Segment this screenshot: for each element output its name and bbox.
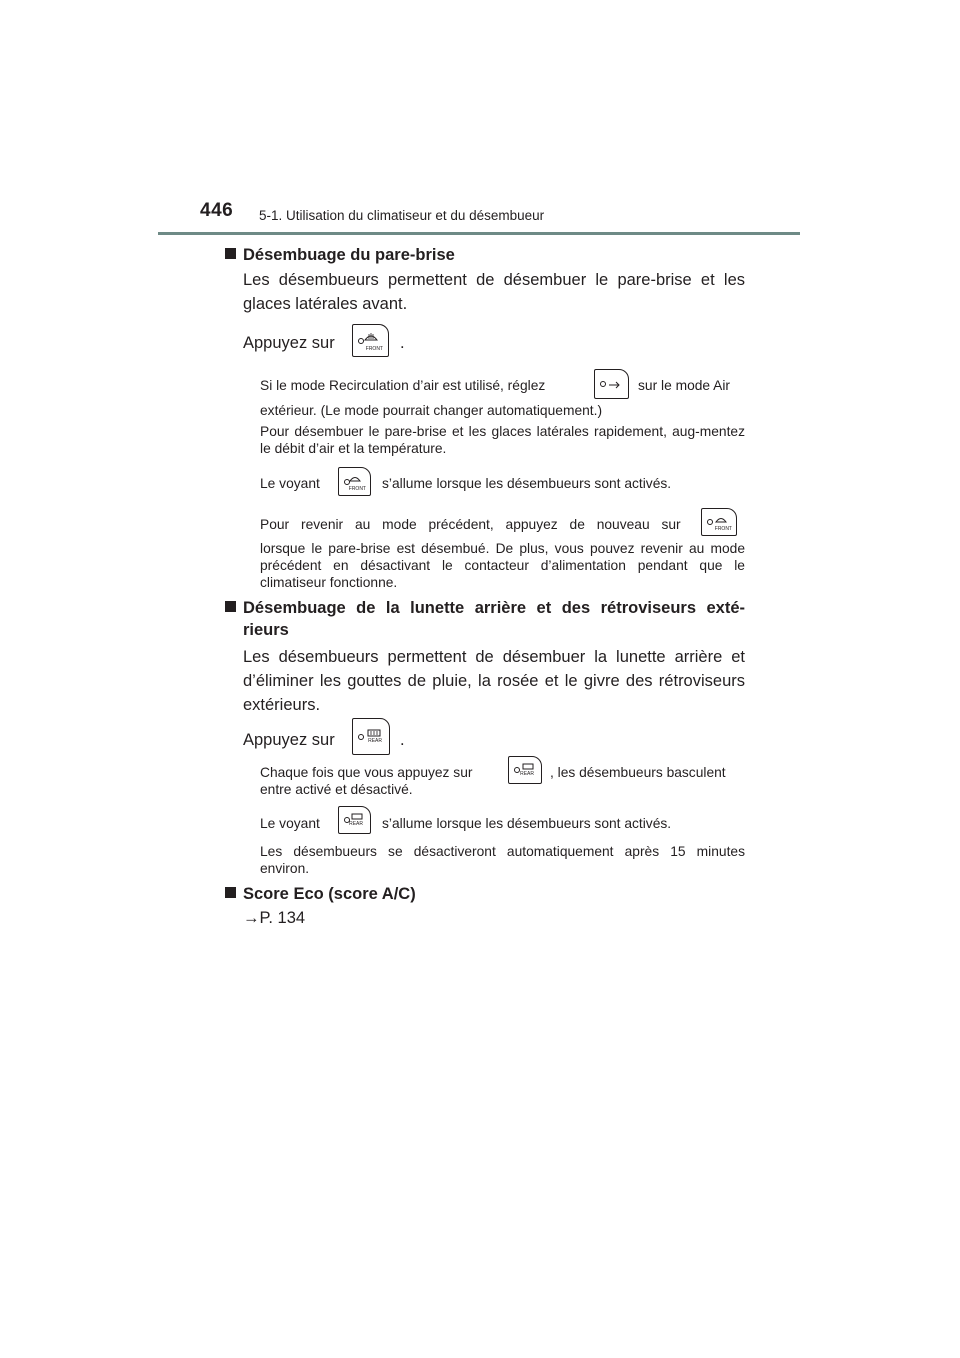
section-heading-eco: Score Eco (score A/C)	[225, 882, 416, 906]
front-defroster-button-icon: FRONT	[352, 324, 389, 357]
rear-intro: Les désembueurs permettent de désembuer la lunette arrière et d’éliminer les gouttes de pluie, la rosée et le givre des rétroviseurs extérieurs.	[243, 648, 745, 714]
note-quick-defog: Pour désembuer le pare-brise et les glaces latérales rapidement, aug-mentez le débit d’air et la température.	[260, 424, 745, 456]
note-indicator-rear-prefix: Le voyant	[260, 816, 320, 831]
note-recirculation-cont: extérieur. (Le mode pourrait changer automatiquement.)	[260, 403, 603, 418]
chapter-title: 5-1. Utilisation du climatiseur et du désembueur	[259, 208, 545, 223]
note-auto-off: Les désembueurs se désactiveront automatiquement après 15 minutes environ.	[260, 844, 745, 876]
rear-indicator-icon: REAR	[338, 806, 371, 834]
note-return-mode-cont: lorsque le pare-brise est désembué. De plus, vous pouvez revenir au mode précédent en désactivant le contacteur d’alimentation pendant que le climatiseur fonctionne.	[260, 541, 745, 590]
front-indicator-icon: FRONT	[338, 467, 371, 496]
note-return-mode-prefix: Pour revenir au mode précédent, appuyez de nouveau sur	[260, 517, 681, 532]
section-heading-rear-cont: rieurs	[243, 621, 289, 639]
note-toggle-suffix: , les désembueurs basculent	[550, 765, 726, 780]
section-heading-rear: Désembuage de la lunette arrière et des rétroviseurs exté-	[225, 596, 745, 620]
bullet-square-icon	[225, 601, 236, 612]
note-indicator-rear-suffix: s’allume lorsque les désembueurs sont activés.	[382, 816, 672, 831]
page-reference-link[interactable]: →P. 134	[243, 909, 306, 927]
windshield-press-period: .	[400, 334, 405, 352]
rear-defogger-button-icon: REAR	[352, 718, 390, 755]
section-heading-windshield: Désembuage du pare-brise	[225, 243, 455, 267]
note-recirculation: Si le mode Recirculation d’air est utilisé, réglez	[260, 378, 546, 393]
rear-press-line: Appuyez sur	[243, 731, 335, 749]
bullet-square-icon	[225, 248, 236, 259]
page-number: 446	[200, 200, 234, 221]
note-toggle-cont: entre activé et désactivé.	[260, 782, 413, 797]
windshield-press-line: Appuyez sur	[243, 334, 335, 352]
note-recirculation-suffix: sur le mode Air	[638, 378, 731, 393]
rear-defogger-button-icon-2: REAR	[508, 756, 542, 784]
air-recirculation-button-icon	[594, 369, 629, 399]
rear-press-period: .	[400, 731, 405, 749]
front-defroster-button-icon-2: FRONT	[701, 508, 737, 536]
header-rule	[158, 232, 800, 235]
bullet-square-icon	[225, 887, 236, 898]
note-indicator-front-suffix: s’allume lorsque les désembueurs sont activés.	[382, 476, 672, 491]
windshield-intro: Les désembueurs permettent de désembuer le pare-brise et les glaces latérales avant.	[243, 271, 745, 313]
note-toggle-prefix: Chaque fois que vous appuyez sur	[260, 765, 473, 780]
note-indicator-front-prefix: Le voyant	[260, 476, 320, 491]
